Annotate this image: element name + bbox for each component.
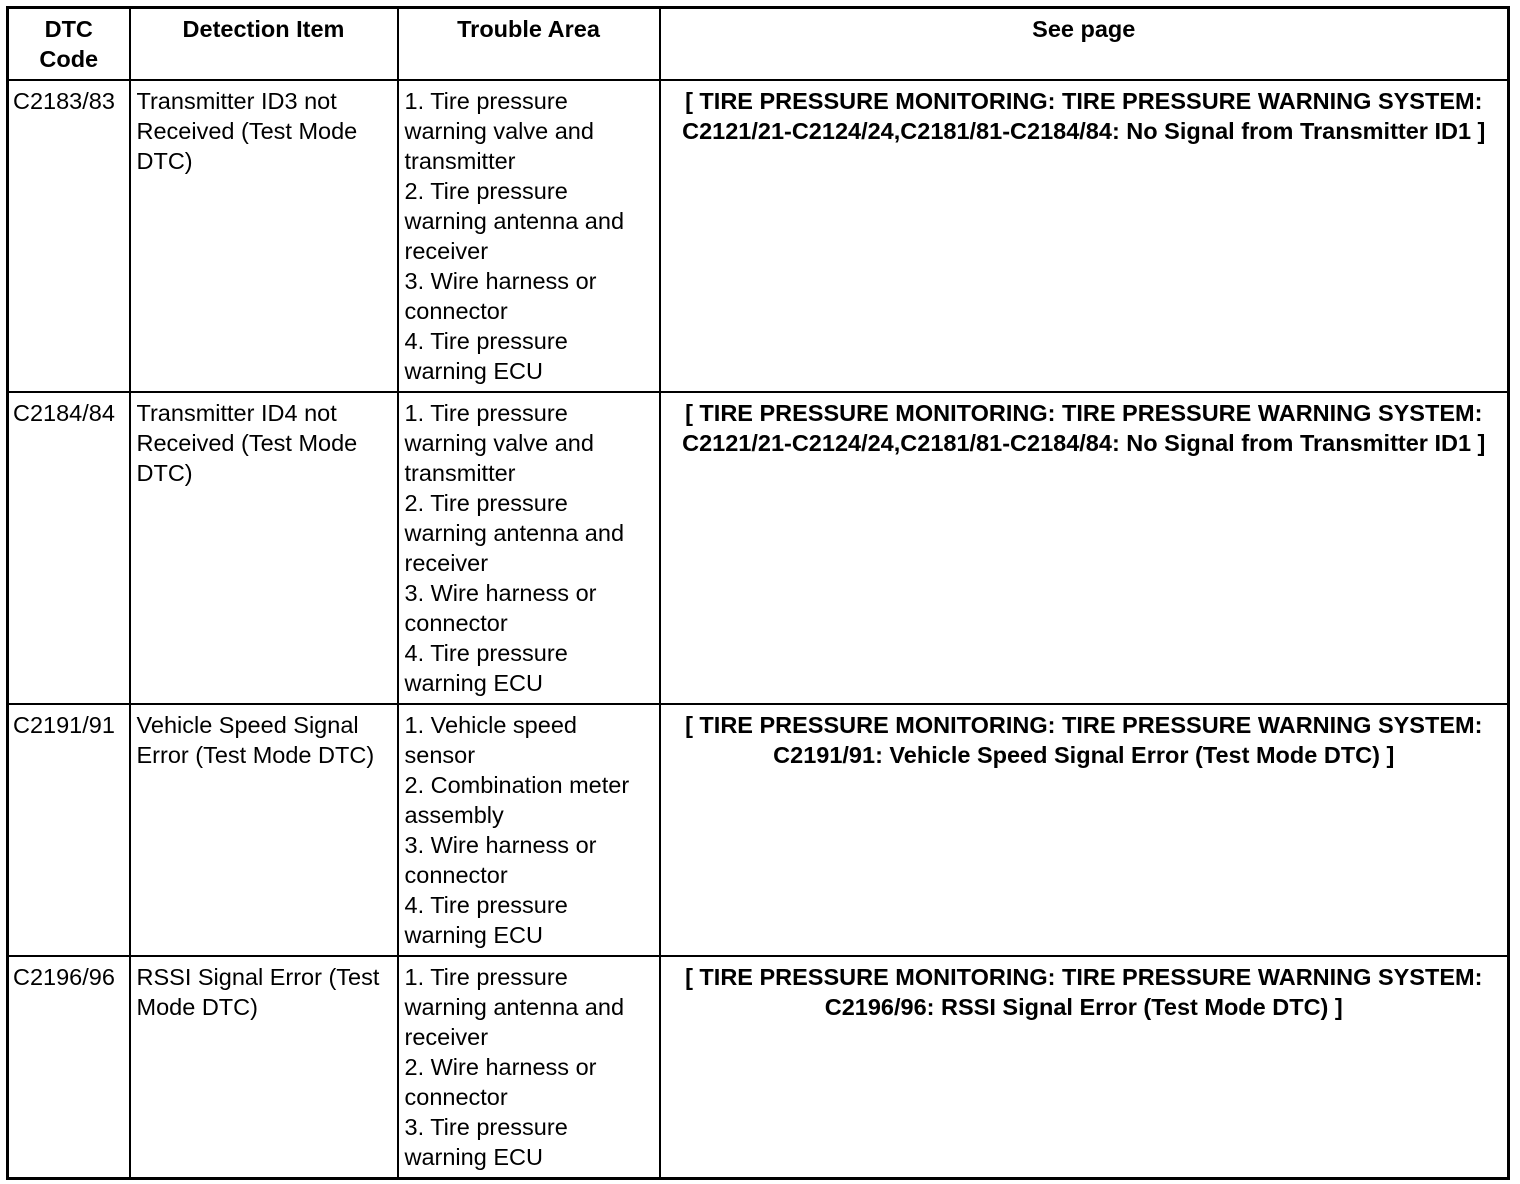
trouble-area-cell — [398, 704, 660, 956]
trouble-area-item: 4. Tire pressure warning ECU — [404, 892, 568, 948]
see-page-link[interactable]: [ TIRE PRESSURE MONITORING: TIRE PRESSURE WARNING SYSTEM: C2196/96: RSSI Signal Error (Test Mode DTC) ] — [660, 956, 1509, 1179]
trouble-area-item: 2. Combination meter assembly — [404, 772, 630, 828]
header-dtc-code — [8, 8, 130, 81]
header-see-page: See page — [660, 8, 1509, 81]
trouble-area-list — [405, 962, 653, 1172]
trouble-area-item: 3. Tire pressure warning ECU — [404, 1114, 568, 1170]
see-page-link[interactable]: [ TIRE PRESSURE MONITORING: TIRE PRESSURE WARNING SYSTEM: C2121/21-C2124/24,C2181/81-C2184/84: No Signal from Transmitter ID1 ] — [660, 392, 1509, 704]
trouble-area-item: 4. Tire pressure warning ECU — [404, 328, 568, 384]
trouble-area-item: 2. Wire harness or connector — [404, 1054, 597, 1110]
detection-item-cell: Vehicle Speed Signal Error (Test Mode DTC) — [130, 704, 398, 956]
table-header-row — [8, 8, 1509, 81]
trouble-area-item: 3. Wire harness or connector — [404, 268, 597, 324]
trouble-area-cell — [398, 80, 660, 392]
detection-item-cell: Transmitter ID3 not Received (Test Mode DTC) — [130, 80, 398, 392]
trouble-area-list — [405, 86, 653, 386]
trouble-area-item: 1. Tire pressure warning valve and transmitter — [404, 400, 594, 486]
trouble-area-cell — [398, 392, 660, 704]
header-dtc-code-line2: Code — [39, 46, 99, 72]
table-row — [8, 704, 1509, 956]
dtc-code-cell: C2183/83 — [8, 80, 130, 392]
header-detection-item: Detection Item — [130, 8, 398, 81]
table-row — [8, 392, 1509, 704]
trouble-area-item: 2. Tire pressure warning antenna and receiver — [404, 178, 625, 264]
trouble-area-list — [405, 398, 653, 698]
dtc-code-cell: C2196/96 — [8, 956, 130, 1179]
table-row — [8, 956, 1509, 1179]
trouble-area-item: 4. Tire pressure warning ECU — [404, 640, 568, 696]
dtc-code-cell: C2191/91 — [8, 704, 130, 956]
header-trouble-area: Trouble Area — [398, 8, 660, 81]
trouble-area-item: 1. Tire pressure warning antenna and receiver — [404, 964, 625, 1050]
dtc-code-cell: C2184/84 — [8, 392, 130, 704]
trouble-area-item: 3. Wire harness or connector — [404, 832, 597, 888]
detection-item-cell: RSSI Signal Error (Test Mode DTC) — [130, 956, 398, 1179]
detection-item-cell: Transmitter ID4 not Received (Test Mode DTC) — [130, 392, 398, 704]
trouble-area-list — [405, 710, 653, 950]
dtc-table — [6, 6, 1510, 1180]
trouble-area-item: 1. Tire pressure warning valve and transmitter — [404, 88, 594, 174]
trouble-area-item: 2. Tire pressure warning antenna and receiver — [404, 490, 625, 576]
see-page-link[interactable]: [ TIRE PRESSURE MONITORING: TIRE PRESSURE WARNING SYSTEM: C2191/91: Vehicle Speed Signal Error (Test Mode DTC) ] — [660, 704, 1509, 956]
trouble-area-item: 1. Vehicle speed sensor — [404, 712, 577, 768]
table-row — [8, 80, 1509, 392]
header-dtc-code-line1: DTC — [44, 16, 93, 42]
see-page-link[interactable]: [ TIRE PRESSURE MONITORING: TIRE PRESSURE WARNING SYSTEM: C2121/21-C2124/24,C2181/81-C2184/84: No Signal from Transmitter ID1 ] — [660, 80, 1509, 392]
trouble-area-cell — [398, 956, 660, 1179]
trouble-area-item: 3. Wire harness or connector — [404, 580, 597, 636]
